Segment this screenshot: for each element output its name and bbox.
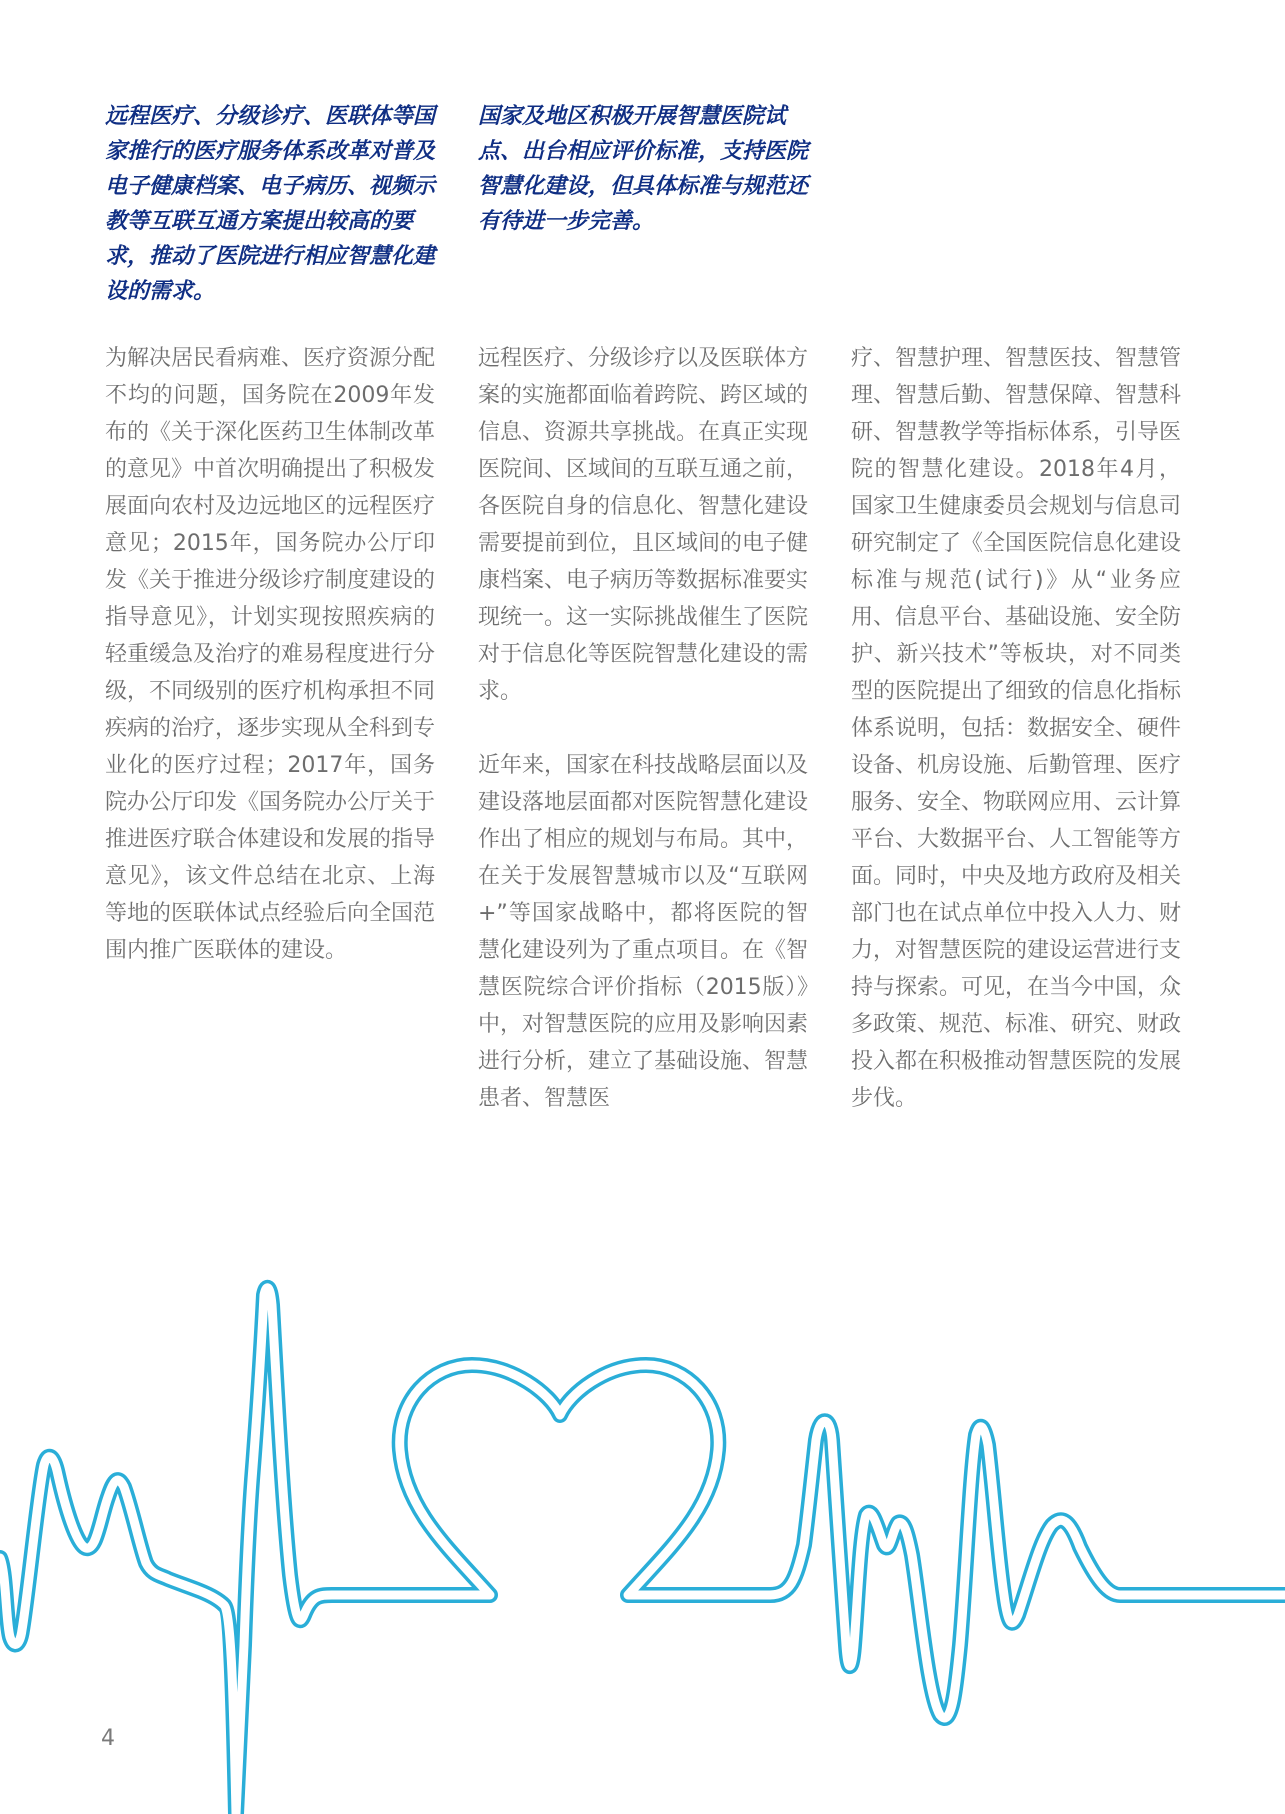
body-column-3 bbox=[851, 340, 1181, 1117]
callout-right: 国家及地区积极开展智慧医院试点、出台相应评价标准，支持医院智慧化建设，但具体标准与规范还有待进一步完善。 bbox=[478, 104, 809, 234]
body-column-1 bbox=[105, 340, 435, 969]
paragraph: 近年来，国家在科技战略层面以及建设落地层面都对医院智慧化建设作出了相应的规划与布局。其中，在关于发展智慧城市以及“互联网+”等国家战略中，都将医院的智慧化建设列为了重点项目。在《智慧医院综合评价指标（2015版）》中，对智慧医院的应用及影响因素进行分析，建立了基础设施、智慧患者、智慧医 bbox=[478, 753, 809, 1111]
paragraph: 远程医疗、分级诊疗以及医联体方案的实施都面临着跨院、跨区域的信息、资源共享挑战。在真正实现医院间、区域间的互联互通之前，各医院自身的信息化、智慧化建设需要提前到位，且区域间的电子健康档案、电子病历等数据标准要实现统一。这一实际挑战催生了医院对于信息化等医院智慧化建设的需求。 bbox=[478, 346, 809, 704]
paragraph: 疗、智慧护理、智慧医技、智慧管理、智慧后勤、智慧保障、智慧科研、智慧教学等指标体系，引导医院的智慧化建设。2018年4月，国家卫生健康委员会规划与信息司研究制定了《全国医院信息化建设标准与规范(试行)》从“业务应用、信息平台、基础设施、安全防护、新兴技术”等板块，对不同类型的医院提出了细致的信息化指标体系说明，包括：数据安全、硬件设备、机房设施、后勤管理、医疗服务、安全、物联网应用、云计算平台、大数据平台、人工智能等方面。同时，中央及地方政府及相关部门也在试点单位中投入人力、财力，对智慧医院的建设运营进行支持与探索。可见，在当今中国，众多政策、规范、标准、研究、财政投入都在积极推动智慧医院的发展步伐。 bbox=[851, 346, 1182, 1111]
ecg-heart-line-icon bbox=[0, 1175, 1285, 1814]
ecg-line-inner bbox=[0, 1288, 1285, 1814]
page-number: 4 bbox=[101, 1726, 115, 1751]
ecg-line-outer bbox=[0, 1288, 1285, 1814]
paragraph: 为解决居民看病难、医疗资源分配不均的问题，国务院在2009年发布的《关于深化医药卫生体制改革的意见》中首次明确提出了积极发展面向农村及边远地区的远程医疗意见；2015年，国务院办公厅印发《关于推进分级诊疗制度建设的指导意见》，计划实现按照疾病的轻重缓急及治疗的难易程度进行分级，不同级别的医疗机构承担不同疾病的治疗，逐步实现从全科到专业化的医疗过程；2017年，国务院办公厅印发《国务院办公厅关于推进医疗联合体建设和发展的指导意见》，该文件总结在北京、上海等地的医联体试点经验后向全国范围内推广医联体的建设。 bbox=[105, 346, 436, 963]
callout-left: 远程医疗、分级诊疗、医联体等国家推行的医疗服务体系改革对普及电子健康档案、电子病历、视频示教等互联互通方案提出较高的要求，推动了医院进行相应智慧化建设的需求。 bbox=[105, 104, 436, 304]
body-column-2 bbox=[478, 340, 808, 1117]
